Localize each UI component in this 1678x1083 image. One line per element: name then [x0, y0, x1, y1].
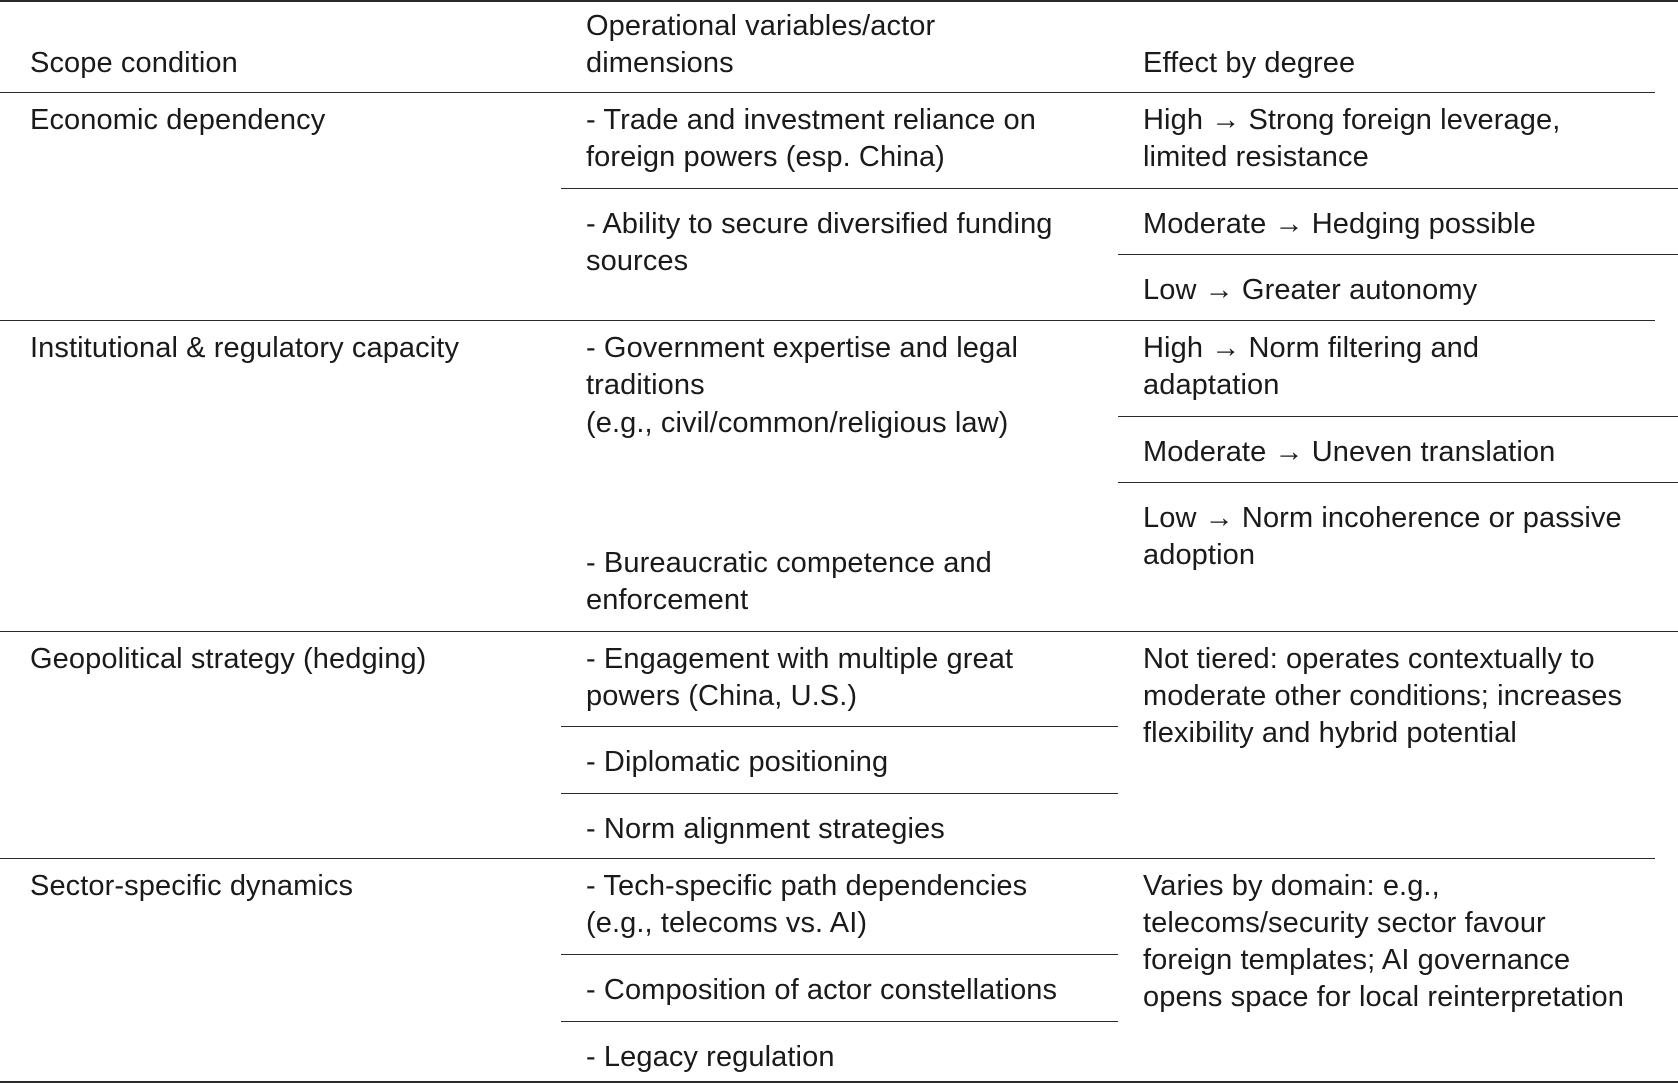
header-variables-line2: dimensions: [586, 47, 734, 79]
institutional-variable-2-line2: enforcement: [586, 584, 749, 616]
institutional-effect-moderate: Moderate → Uneven translation: [1143, 436, 1556, 468]
institutional-variable-1-line2: traditions: [586, 369, 705, 401]
institutional-variable-1-line1: - Government expertise and legal: [586, 332, 1018, 364]
sector-variable-1-line2: (e.g., telecoms vs. AI): [586, 907, 868, 939]
rule-geopolitical-end: [0, 858, 1655, 859]
sector-variable-2: - Composition of actor constellations: [586, 974, 1058, 1006]
geopolitical-variable-2: - Diplomatic positioning: [586, 746, 889, 778]
header-bottom-rule: [0, 92, 1655, 93]
economic-variable-1-line2: foreign powers (esp. China): [586, 141, 945, 173]
scope-institutional-capacity: Institutional & regulatory capacity: [30, 332, 460, 364]
rule-sector-var-divider-2: [561, 1021, 1118, 1022]
economic-effect-low: Low → Greater autonomy: [1143, 274, 1478, 306]
economic-variable-2-line1: - Ability to secure diversified funding: [586, 208, 1053, 240]
rule-sector-var-divider-1: [561, 954, 1118, 955]
geopolitical-variable-1-line2: powers (China, U.S.): [586, 680, 858, 712]
institutional-variable-2-line1: - Bureaucratic competence and: [586, 547, 992, 579]
scope-geopolitical-strategy: Geopolitical strategy (hedging): [30, 643, 427, 675]
geopolitical-variable-3: - Norm alignment strategies: [586, 813, 945, 845]
economic-effect-high-line1: High → Strong foreign leverage,: [1143, 104, 1561, 136]
rule-institutional-end: [0, 631, 1678, 632]
institutional-variable-1-line3: (e.g., civil/common/religious law): [586, 407, 1009, 439]
institutional-effect-low-line1: Low → Norm incoherence or passive: [1143, 502, 1622, 534]
rule-economic-var-divider: [561, 188, 1678, 189]
rule-economic-end: [0, 320, 1655, 321]
sector-variable-1-line1: - Tech-specific path dependencies: [586, 870, 1028, 902]
economic-variable-2-line2: sources: [586, 245, 689, 277]
header-scope-condition: Scope condition: [30, 47, 238, 79]
sector-effect-line2: telecoms/security sector favour: [1143, 907, 1546, 939]
geopolitical-effect-line3: flexibility and hybrid potential: [1143, 717, 1517, 749]
economic-variable-1-line1: - Trade and investment reliance on: [586, 104, 1036, 136]
geopolitical-effect-line1: Not tiered: operates contextually to: [1143, 643, 1595, 675]
institutional-effect-high-line1: High → Norm filtering and: [1143, 332, 1480, 364]
header-effect-by-degree: Effect by degree: [1143, 47, 1356, 79]
table-top-rule: [0, 0, 1678, 2]
sector-effect-line3: foreign templates; AI governance: [1143, 944, 1571, 976]
sector-variable-3: - Legacy regulation: [586, 1041, 835, 1073]
rule-economic-eff-divider: [1118, 254, 1678, 255]
economic-effect-high-line2: limited resistance: [1143, 141, 1369, 173]
economic-effect-moderate: Moderate → Hedging possible: [1143, 208, 1536, 240]
geopolitical-variable-1-line1: - Engagement with multiple great: [586, 643, 1014, 675]
scope-sector-dynamics: Sector-specific dynamics: [30, 870, 354, 902]
sector-effect-line1: Varies by domain: e.g.,: [1143, 870, 1440, 902]
geopolitical-effect-line2: moderate other conditions; increases: [1143, 680, 1623, 712]
rule-geopolitical-var-divider-2: [561, 793, 1118, 794]
institutional-effect-low-line2: adoption: [1143, 539, 1256, 571]
institutional-effect-high-line2: adaptation: [1143, 369, 1280, 401]
rule-institutional-eff-divider-2: [1118, 482, 1678, 483]
rule-geopolitical-var-divider-1: [561, 726, 1118, 727]
scope-economic-dependency: Economic dependency: [30, 104, 326, 136]
rule-institutional-eff-divider-1: [1118, 416, 1678, 417]
header-variables-line1: Operational variables/actor: [586, 10, 936, 42]
sector-effect-line4: opens space for local reinterpretation: [1143, 981, 1624, 1013]
